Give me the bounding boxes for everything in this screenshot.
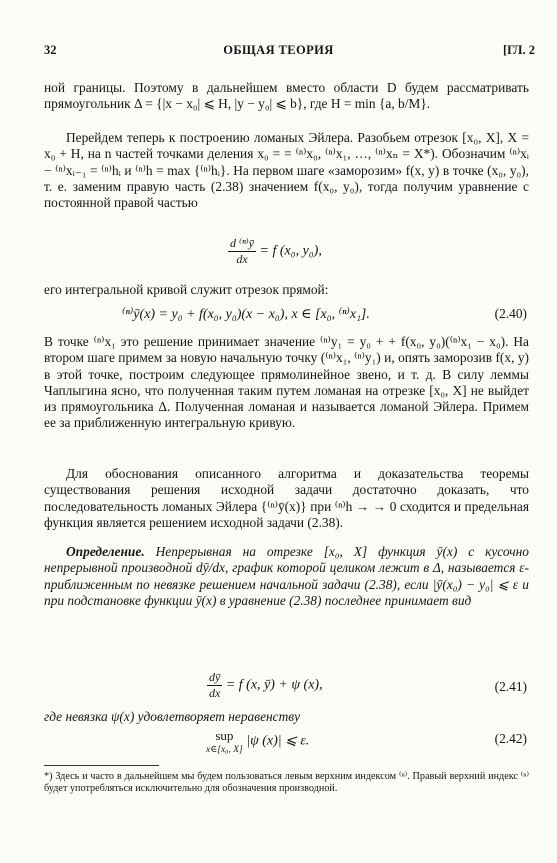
equation-rhs-2: = f (x, ȳ) + ψ (x), — [225, 677, 323, 693]
sup-label: sup — [215, 728, 234, 743]
sup-operator — [206, 728, 243, 755]
paragraph-4-text: В точке ⁽ⁿ⁾x₁ это решение принимает значение ⁽ⁿ⁾y₁ = y₀ + + f(x₀, y₀)(⁽ⁿ⁾x₁ − x₀). На втором шаге примем за новую начальную точку (⁽ⁿ⁾x₁, ⁽ⁿ⁾y₁) и, опять заморозив f(x, y) в этой точке, построим следующее прямолинейное звено, и т. д. В силу леммы Чаплыгина ясно, что полученная таким путем ломаная на отрезке [x₀, X] не выйдет из прямоугольника Δ. Полученная ломаная и называется ломаной Эйлера. Примем ее за приближенную интегральную кривую. — [44, 334, 529, 431]
equation-constant-rhs — [228, 236, 322, 267]
chapter-marker: [ГЛ. 2 — [502, 43, 535, 57]
equation-number-2-42: (2.42) — [494, 731, 527, 746]
footnote: *) Здесь и часто в дальнейшем мы будем пользоваться левым верхним индексом ⁽ⁿ⁾. Правый верхний индекс ⁽ⁿ⁾ будет употребляться исключительно для обозначения производной. — [44, 771, 529, 795]
fraction-numerator: d ⁽ⁿ⁾ȳ — [230, 236, 254, 250]
equation-number-2-41: (2.41) — [494, 679, 527, 694]
paragraph-5-text: Для обоснования описанного алгоритма и доказательства теоремы существования решения исходной задачи достаточно доказать, что последовательность ломаных Эйлера {⁽ⁿ⁾ȳ(x)} при ⁽ⁿ⁾h → → 0 сходится и предельная функция является решением исходной задачи (2.38). — [44, 466, 529, 530]
paragraph-6 — [44, 709, 529, 725]
definition-body: Непрерывная на отрезке [x₀, X] функция ȳ(x) с кусочно непрерывной производной dȳ/dx, график которой целиком лежит в Δ, называется ε-приближенным по невязке решением начальной задачи (2.38), если |ȳ(x₀) − y₀| ⩽ ε и при подстановке функции ȳ(x) в уравнение (2.38) последнее принимает вид — [44, 544, 529, 608]
equation-2-41 — [207, 670, 323, 701]
running-title: ОБЩАЯ ТЕОРИЯ — [223, 43, 334, 57]
definition — [44, 544, 529, 609]
footnote-rule — [44, 765, 159, 766]
equation-2-42 — [206, 728, 309, 755]
equation-rhs: = f (x₀, y₀), — [259, 243, 322, 259]
derivative-fraction — [228, 236, 256, 267]
derivative-fraction-2 — [207, 670, 222, 701]
equation-2-40: ⁽ⁿ⁾ȳ(x) = y₀ + f(x₀, y₀)(x − x₀), x ∈ [x₀, ⁽ⁿ⁾x₁]. — [122, 307, 370, 322]
paragraph-2-text: Перейдем теперь к построению ломаных Эйлера. Разобьем отрезок [x₀, X], X = x₀ + H, на n частей точками деления x₀ = = ⁽ⁿ⁾x₀, ⁽ⁿ⁾x₁, …, ⁽ⁿ⁾xₙ = X*). Обозначим ⁽ⁿ⁾xᵢ − ⁽ⁿ⁾xᵢ₋₁ = ⁽ⁿ⁾hᵢ и ⁽ⁿ⁾h = max {⁽ⁿ⁾hᵢ}. На первом шаге «заморозим» f(x, y) в точке (x₀, y₀), т. е. заменим правую часть (2.38) значением f(x₀, y₀), тогда получим уравнение с постоянной правой частью — [44, 130, 530, 211]
paragraph-5 — [44, 466, 529, 531]
paragraph-1-text: ной границы. Поэтому в дальнейшем вместо области D будем рассматривать прямоугольник Δ = {|x − x₀| ⩽ H, |y − y₀| ⩽ b}, где H = min {a, b/M}. — [44, 80, 529, 112]
paragraph-2 — [44, 130, 529, 211]
paragraph-6-text: где невязка ψ(x) удовлетворяет неравенству — [44, 709, 301, 724]
page-number: 32 — [44, 43, 57, 57]
sup-rhs: |ψ (x)| ⩽ ε. — [246, 733, 310, 749]
paragraph-3 — [44, 282, 529, 298]
definition-text — [44, 544, 529, 609]
sup-subscript: x∈[x₀, X] — [206, 745, 243, 755]
equation-number-2-40: (2.40) — [494, 306, 527, 321]
paragraph-3-text: его интегральной кривой служит отрезок прямой: — [44, 282, 329, 297]
paragraph-4 — [44, 334, 529, 432]
definition-heading: Определение. — [66, 544, 145, 559]
fraction-denominator-2: dx — [209, 686, 221, 700]
fraction-denominator: dx — [236, 252, 248, 266]
paragraph-1 — [44, 80, 529, 113]
fraction-numerator-2: dȳ — [209, 670, 221, 684]
